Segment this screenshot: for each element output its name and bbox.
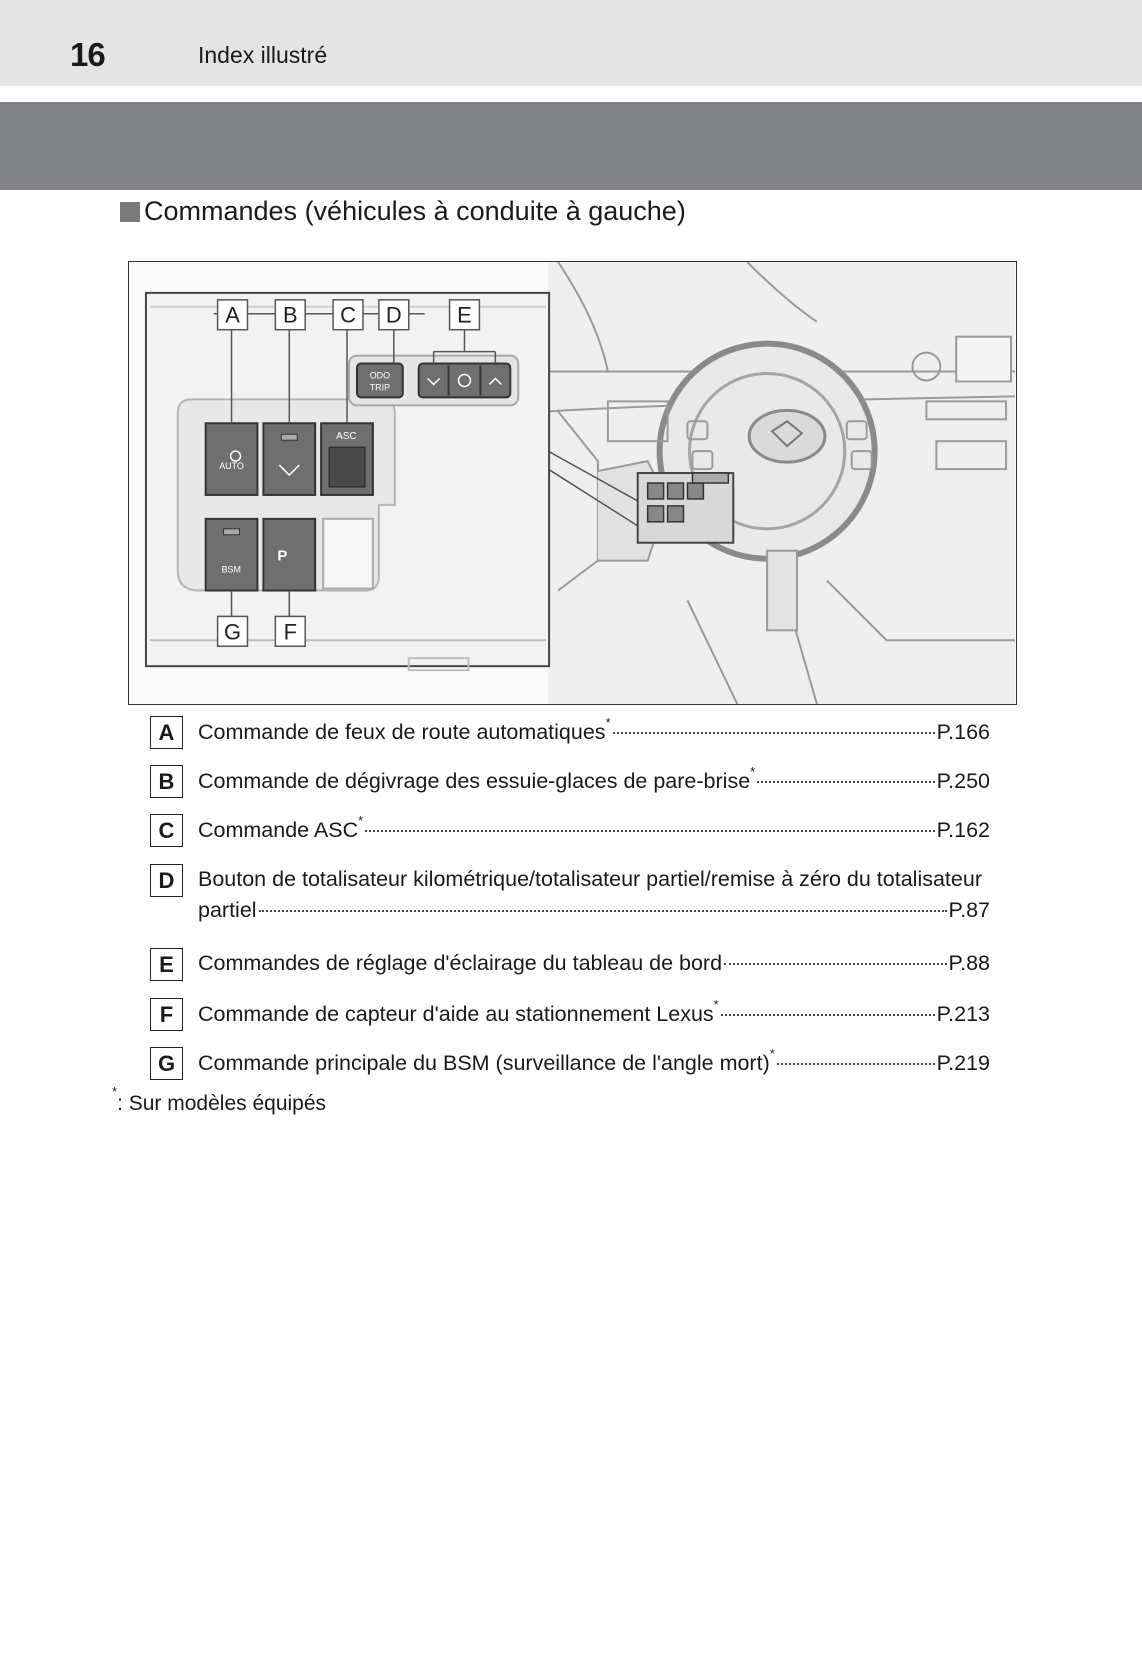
section-title xyxy=(120,196,686,227)
entry-letter: F xyxy=(150,998,183,1031)
bsm-label: BSM xyxy=(221,564,241,575)
controls-illustration xyxy=(128,261,1017,705)
entry-text: Commandes de réglage d'éclairage du tableau de bord xyxy=(198,951,723,975)
entry-letter: A xyxy=(150,716,183,749)
page-reference: P.87 xyxy=(948,898,990,922)
page-reference: P.166 xyxy=(936,720,990,745)
index-entry-d xyxy=(150,864,990,922)
dot-leader xyxy=(613,732,935,734)
entry-text-continued: partiel xyxy=(198,898,257,922)
page-number: 16 xyxy=(70,36,105,73)
footnote-text: : Sur modèles équipés xyxy=(117,1092,327,1115)
blank-switch xyxy=(323,519,373,589)
entry-text: Commande principale du BSM (surveillance de l'angle mort)* xyxy=(198,1046,775,1076)
index-entry-f xyxy=(150,998,990,1031)
page-header xyxy=(0,0,1142,86)
page-reference: P.162 xyxy=(936,818,990,843)
asterisk-marker: * xyxy=(713,997,719,1012)
asterisk-marker: * xyxy=(750,764,756,779)
page-reference: P.219 xyxy=(936,1051,990,1076)
callout-c: C xyxy=(340,302,356,328)
entry-text: Commande ASC* xyxy=(198,813,364,843)
callout-f: F xyxy=(283,619,297,645)
entry-letter: E xyxy=(150,948,183,981)
parking-sensor-switch xyxy=(263,519,315,591)
footnote-marker: * xyxy=(112,1084,118,1099)
auto-label: AUTO xyxy=(219,461,244,472)
footnote xyxy=(112,1084,327,1116)
entry-letter: B xyxy=(150,765,183,798)
callout-g: G xyxy=(224,619,242,645)
dashboard-drawing xyxy=(129,262,1016,704)
car-interior-drawing xyxy=(548,262,1015,704)
dot-leader xyxy=(757,781,934,783)
index-entry-b xyxy=(150,765,990,798)
index-entry-g xyxy=(150,1047,990,1080)
dot-leader xyxy=(365,830,934,832)
callout-a: A xyxy=(225,302,240,328)
page-reference: P.88 xyxy=(948,951,990,975)
dot-leader xyxy=(259,910,947,912)
entry-text: Bouton de totalisateur kilométrique/totalisateur partiel/remise à zéro du totalisateur xyxy=(198,867,982,891)
entry-text: Commande de feux de route automatiques* xyxy=(198,715,611,745)
asterisk-marker: * xyxy=(769,1046,775,1061)
page-reference: P.213 xyxy=(936,1002,990,1027)
asc-label: ASC xyxy=(336,431,357,443)
entry-text: Commande de dégivrage des essuie-glaces de pare-brise* xyxy=(198,764,756,794)
page-reference: P.250 xyxy=(936,769,990,794)
page-band xyxy=(0,102,1142,190)
index-entry-e xyxy=(150,948,990,981)
running-title: Index illustré xyxy=(198,42,328,68)
parking-label: P xyxy=(277,547,288,565)
section-title-text: Commandes (véhicules à conduite à gauche) xyxy=(144,196,686,226)
dot-leader xyxy=(777,1063,935,1065)
dot-leader xyxy=(721,1014,935,1016)
dot-leader xyxy=(724,963,946,965)
asterisk-marker: * xyxy=(358,813,364,828)
entry-text: Commande de capteur d'aide au stationnement Lexus* xyxy=(198,997,719,1027)
square-bullet-icon xyxy=(120,202,140,222)
index-entry-a xyxy=(150,716,990,749)
asterisk-marker: * xyxy=(605,715,611,730)
callout-e: E xyxy=(457,302,472,328)
switch-panel-inset xyxy=(146,293,549,670)
entry-letter: C xyxy=(150,814,183,847)
callout-b: B xyxy=(282,302,298,328)
odo-label: ODO xyxy=(369,370,391,381)
callout-d: D xyxy=(385,302,402,328)
trip-label: TRIP xyxy=(369,382,391,393)
entry-letter: G xyxy=(150,1047,183,1080)
index-entry-c xyxy=(150,814,990,847)
entry-letter: D xyxy=(150,864,183,897)
